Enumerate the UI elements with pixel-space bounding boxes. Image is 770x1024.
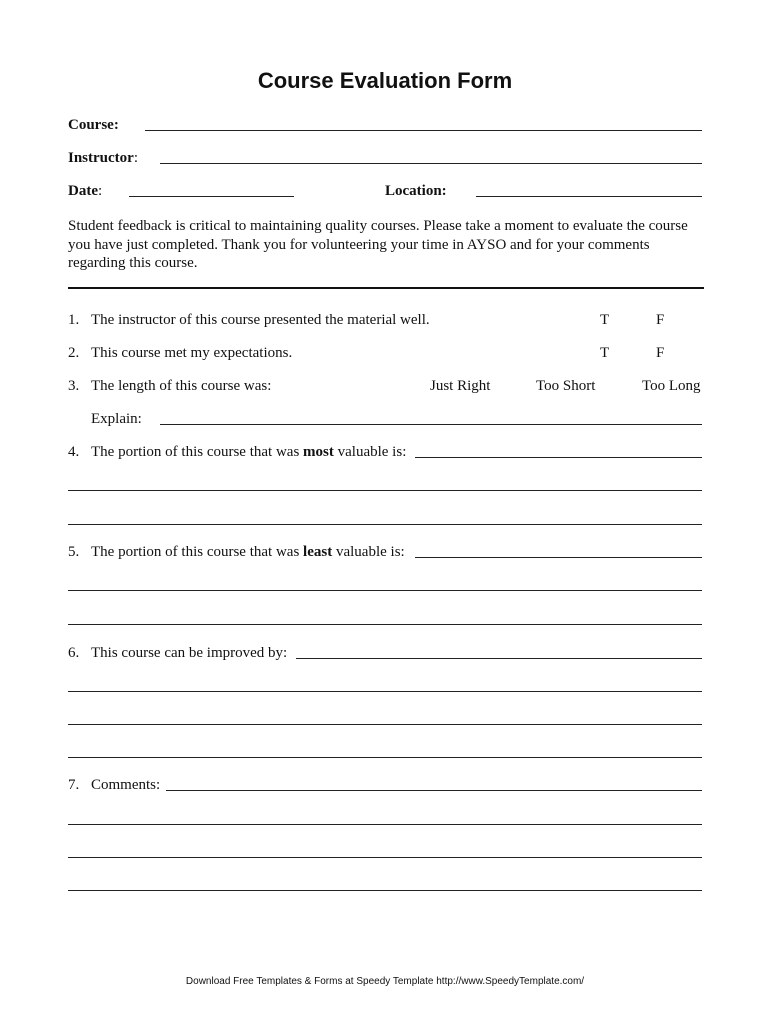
section-divider	[68, 287, 704, 289]
q7-answer-line-2[interactable]	[68, 824, 702, 825]
intro-paragraph: Student feedback is critical to maintaining quality courses. Please take a moment to evaluate the course you have just completed. Thank you for volunteering your time in AYSO and for your comments regarding this course.	[68, 218, 688, 271]
q4-text-pre: The portion of this course that was	[91, 444, 304, 460]
q3-option-just-right[interactable]: Just Right	[430, 378, 491, 394]
date-label-text: Date	[68, 183, 98, 199]
q1-option-true[interactable]: T	[600, 312, 610, 328]
q6-answer-line-2[interactable]	[68, 691, 702, 692]
q3-option-too-long[interactable]: Too Long	[642, 378, 701, 394]
q6-answer-line-3[interactable]	[68, 724, 702, 725]
q7-answer-line-4[interactable]	[68, 890, 702, 891]
q7-text: Comments:	[91, 777, 161, 793]
q4-text-bold: most	[303, 444, 334, 460]
q5-text-post: valuable is:	[332, 544, 405, 560]
form-title: Course Evaluation Form	[257, 68, 513, 93]
q3-explain-label: Explain:	[91, 411, 142, 427]
q5-number: 5.	[68, 544, 80, 560]
q1-option-false[interactable]: F	[656, 312, 665, 328]
instructor-input-line[interactable]	[160, 163, 702, 164]
q7-number: 7.	[68, 777, 80, 793]
footer-text: Download Free Templates & Forms at Speedy Template http://www.SpeedyTemplate.com/	[185, 976, 585, 987]
q3-option-too-short[interactable]: Too Short	[536, 378, 596, 394]
instructor-label-colon: :	[133, 150, 138, 166]
q2-text: This course met my expectations.	[91, 345, 293, 361]
q3-text: The length of this course was:	[91, 378, 272, 394]
q4-answer-line-2[interactable]	[68, 490, 702, 491]
q2-option-false[interactable]: F	[656, 345, 665, 361]
location-label: Location:	[385, 183, 447, 199]
q3-explain-line[interactable]	[160, 424, 702, 425]
q5-text-bold: least	[303, 544, 333, 560]
q1-text: The instructor of this course presented the material well.	[91, 312, 430, 328]
q4-text	[91, 443, 406, 461]
q4-number: 4.	[68, 444, 80, 460]
date-label	[68, 182, 102, 200]
instructor-label	[68, 149, 138, 167]
q5-answer-line-2[interactable]	[68, 590, 702, 591]
q2-option-true[interactable]: T	[600, 345, 610, 361]
q3-number: 3.	[68, 378, 80, 394]
location-input-line[interactable]	[476, 196, 702, 197]
course-input-line[interactable]	[145, 130, 702, 131]
q5-answer-line-3[interactable]	[68, 624, 702, 625]
q7-answer-line-3[interactable]	[68, 857, 702, 858]
instructor-label-text: Instructor	[68, 150, 134, 166]
q1-number: 1.	[68, 312, 80, 328]
q4-answer-line-1[interactable]	[415, 457, 702, 458]
q6-number: 6.	[68, 645, 80, 661]
q6-answer-line-1[interactable]	[296, 658, 702, 659]
date-label-colon: :	[98, 183, 103, 199]
q4-answer-line-3[interactable]	[68, 524, 702, 525]
q2-number: 2.	[68, 345, 80, 361]
q7-answer-line-1[interactable]	[166, 790, 702, 791]
q5-text	[91, 543, 405, 561]
q4-text-post: valuable is:	[333, 444, 407, 460]
date-input-line[interactable]	[129, 196, 294, 197]
course-label: Course:	[68, 117, 119, 133]
q6-answer-line-4[interactable]	[68, 757, 702, 758]
q5-text-pre: The portion of this course that was	[91, 544, 304, 560]
q6-text: This course can be improved by:	[91, 645, 288, 661]
q5-answer-line-1[interactable]	[415, 557, 702, 558]
